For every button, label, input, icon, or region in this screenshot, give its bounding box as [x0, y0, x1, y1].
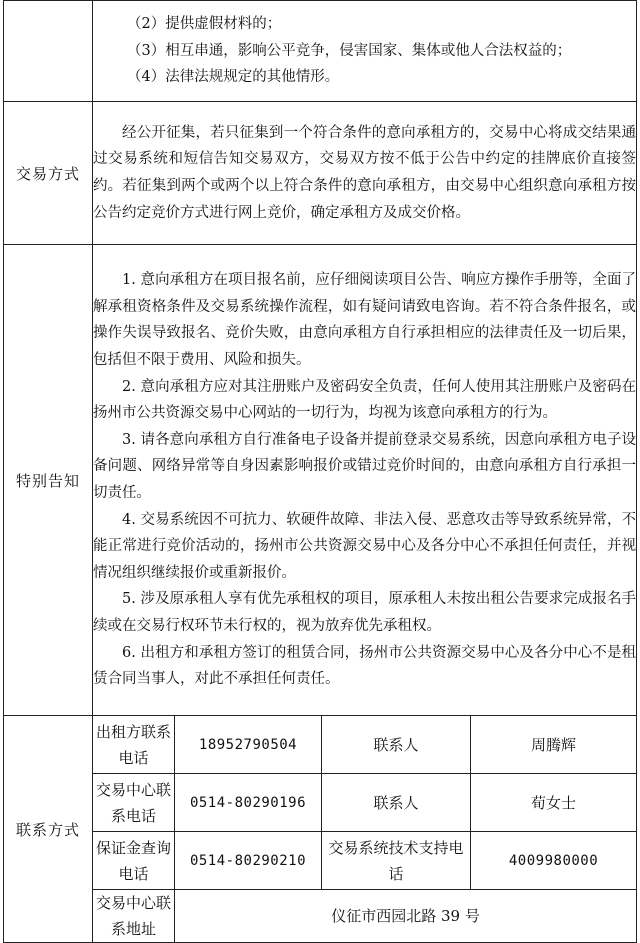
row-lessor-contact: [4, 716, 637, 774]
row-center-contact: [4, 774, 637, 832]
lessor-phone-label: 出租方联系电话: [93, 716, 175, 774]
notice-paragraph: 3. 请各意向承租方自行准备电子设备并提前登录交易系统，因意向承租方电子设备问题、网络异常等自身因素影响报价或错过竞价时间的，由意向承租方自行承担一切责任。: [93, 431, 637, 501]
contact-person-value: 周腾辉: [471, 716, 637, 774]
center-address-label: 交易中心联系地址: [93, 890, 175, 943]
lessor-phone-value: 18952790504: [175, 716, 322, 774]
contact-label: 联系方式: [4, 716, 93, 943]
empty-label-cell: [4, 1, 93, 102]
tech-support-value: 4009980000: [471, 832, 637, 890]
special-notice-label: 特别告知: [4, 245, 93, 716]
center-address-value: 仪征市西园北路 39 号: [175, 890, 637, 943]
contact-person-label: 联系人: [322, 716, 471, 774]
trade-method-content: [93, 102, 637, 245]
row-deposit-contact: [4, 832, 637, 890]
list-item: （2）提供虚假材料的；: [127, 16, 282, 33]
deposit-phone-value: 0514-80290210: [175, 832, 322, 890]
row-special-notice: [4, 245, 637, 716]
notice-paragraph: 2. 意向承租方应对其注册账户及密码安全负责，任何人使用其注册账户及密码在扬州市公共资源交易中心网站的一切行为，均视为该意向承租方的行为。: [93, 378, 637, 422]
center-phone-label: 交易中心联系电话: [93, 774, 175, 832]
row-center-address: [4, 890, 637, 943]
notice-paragraph: 1. 意向承租方在项目报名前，应仔细阅读项目公告、响应方操作手册等，全面了解承租资格条件及交易系统操作流程，如有疑问请致电咨询。若不符合条件报名，或操作失误导致报名、竞价失败，由意向承租方自行承担相应的法律责任及一切后果，包括但不限于费用、风险和损失。: [93, 272, 637, 369]
row-prohibited-cases: [4, 1, 637, 102]
center-phone-value: 0514-80290196: [175, 774, 322, 832]
row-trade-method: [4, 102, 637, 245]
prohibited-cases-list: [93, 1, 637, 102]
notice-paragraph: 6. 出租方和承租方签订的租赁合同，扬州市公共资源交易中心及各分中心不是租赁合同当事人，对此不承担任何责任。: [93, 644, 637, 688]
list-item: （3）相互串通，影响公平竞争，侵害国家、集体或他人合法权益的；: [127, 42, 572, 59]
special-notice-content: [93, 245, 637, 716]
list-item: （4）法律法规规定的其他情形。: [127, 69, 340, 86]
announcement-table: [3, 0, 637, 943]
tech-support-label: 交易系统技术支持电话: [322, 832, 471, 890]
notice-paragraph: 4. 交易系统因不可抗力、软硬件故障、非法入侵、恶意攻击等导致系统异常，不能正常进行竞价活动的，扬州市公共资源交易中心及各分中心不承担任何责任，并视情况组织继续报价或重新报价。: [93, 511, 637, 581]
deposit-phone-label: 保证金查询电话: [93, 832, 175, 890]
notice-paragraph: 5. 涉及原承租人享有优先承租权的项目，原承租人未按出租公告要求完成报名手续或在交易行权环节未行权的，视为放弃优先承租权。: [93, 591, 637, 634]
trade-method-text: 经公开征集，若只征集到一个符合条件的意向承租方的，交易中心将成交结果通过交易系统和短信告知交易双方，交易双方按不低于公告中约定的挂牌底价直接签约。若征集到两个或两个以上符合条件的意向承租方，由交易中心组织意向承租方按公告约定竞价方式进行网上竞价，确定承租方及成交价格。: [93, 124, 637, 221]
contact-person-value: 荀女士: [471, 774, 637, 832]
trade-method-label: 交易方式: [4, 102, 93, 245]
contact-person-label: 联系人: [322, 774, 471, 832]
